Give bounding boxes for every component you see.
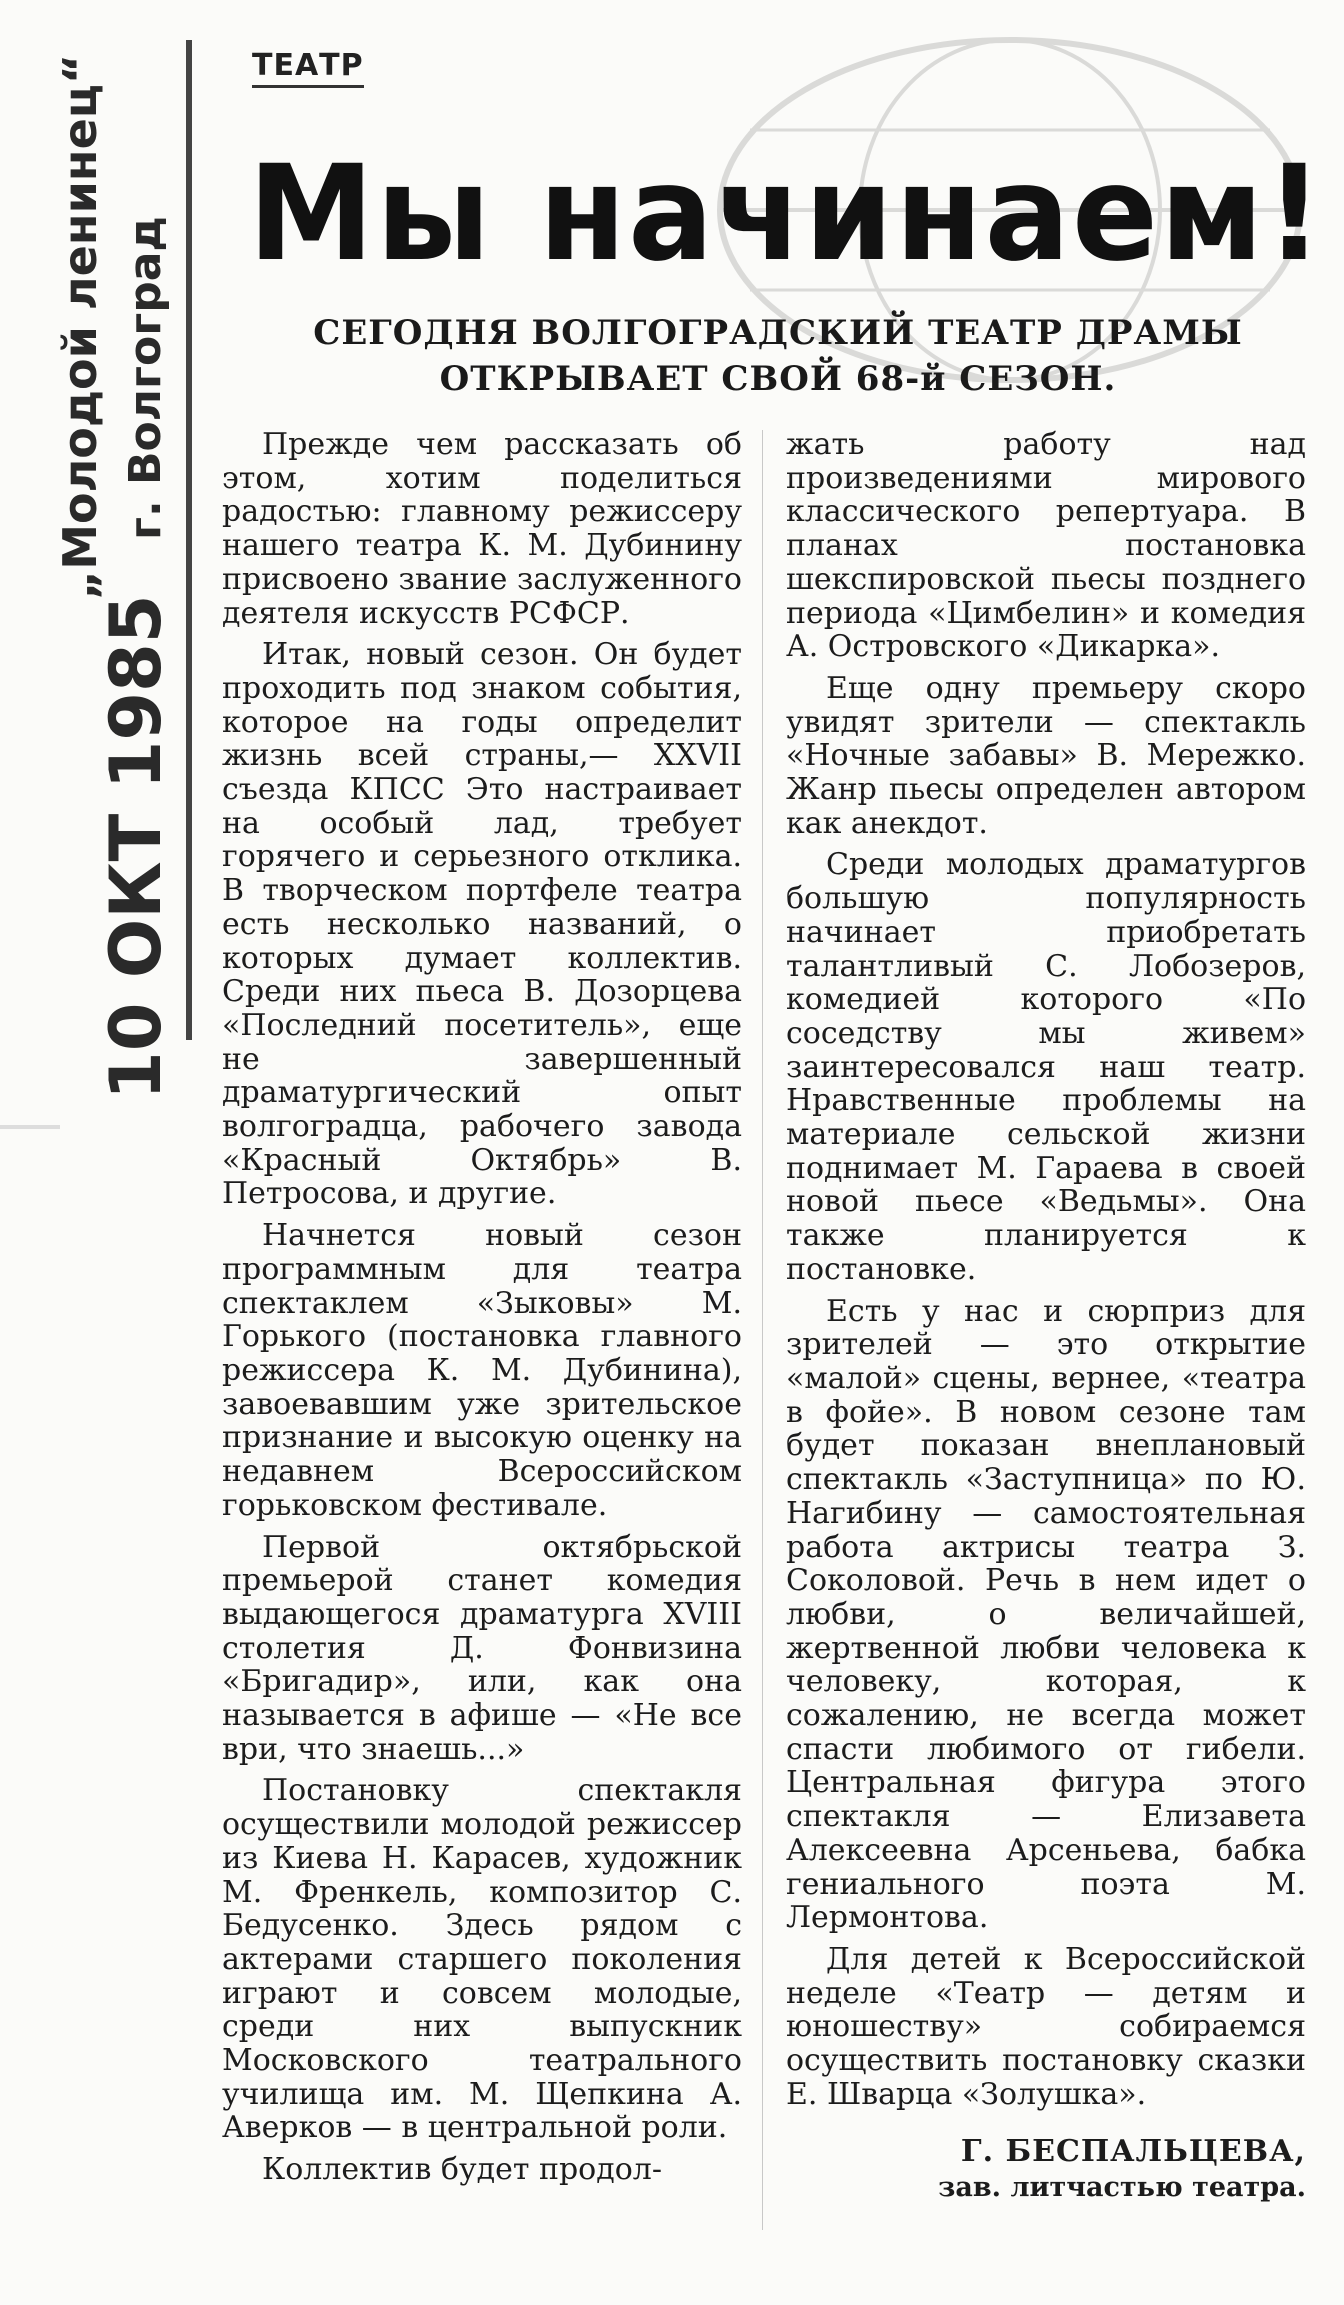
right-column [786,428,1306,2288]
stamp-newspaper-name: „Молодой ленинец“ [53,53,107,600]
paragraph: Для детей к Всероссийской неделе «Театр — детям и юношеству» собираемся осуществить постановку сказки Е. Шварца «Золушка». [786,1941,1306,2112]
column-divider [762,430,763,2230]
article-subheadline: СЕГОДНЯ ВОЛГОГРАДСКИЙ ТЕАТР ДРАМЫ ОТКРЫВАЕТ СВОЙ 68-й СЕЗОН. [313,313,1243,399]
paragraph: Среди молодых драматургов большую популярность начинает приобретать талантливый С. Лобозеров, комедией которого «По соседству мы живем» заинтересовался наш театр. Нравственные проблемы на материале сельской жизни поднимает М. Гараева в своей новой пьесе «Ведьмы». Она также планируется к постановке. [786,847,1306,1287]
clipping-edge-line [186,40,192,1040]
stamp-date: 10 ОКТ 1985 [95,594,177,1100]
paragraph: Есть у нас и сюрприз для зрителей — это открытие «малой» сцены, вернее, «театра в фойе». В новом сезоне там будет показан внеплановый спектакль «Заступница» по Ю. Нагибину — самостоятельная работа актрисы театра З. Соколовой. Речь в нем идет о любви, о величайшей, жертвенной любви человека к человеку, которая, к сожалению, не всегда может спасти любимого от гибели. Центральная фигура этого спектакля — Елизавета Алексеевна Арсеньева, бабка гениального поэта М. Лермонтова. [786,1293,1306,1936]
paragraph: Первой октябрьской премьерой станет комедия выдающегося драматурга XVIII столетия Д. Фонвизина «Бригадир», или, как она называется в афише — «Не все ври, что знаешь...» [222,1529,742,1767]
paragraph: жать работу над произведениями мирового классического репертуара. В планах постановка шекспировской пьесы позднего периода «Цимбелин» и комедия А. Островского «Дикарка». [786,427,1306,665]
paragraph: Коллектив будет продол- [262,2152,662,2188]
newspaper-stamp [10,40,190,1120]
author-title: зав. литчастью театра. [938,2172,1306,2204]
scan-edge-mark [0,1125,60,1129]
paragraph: Начнется новый сезон программным для театра спектаклем «Зыковы» М. Горького (постановка главного режиссера К. М. Дубинина), завоевавшим уже зрительское признание и высокую оценку на недавнем Всероссийском горьковском фестивале. [222,1218,742,1523]
paragraph: Итак, новый сезон. Он будет проходить под знаком события, которое на годы определит жизнь всей страны,— XXVII съезда КПСС Это настраивает на особый лад, требует горячего и серьезного отклика. В творческом портфеле театра есть несколько названий, о которых думает коллектив. Среди них пьеса В. Дозорцева «Последний посетитель», еще не завершенный драматургический опыт волгоградца, рабочего завода «Красный Октябрь» В. Петросова, и другие. [222,637,742,1212]
left-column [222,428,742,2288]
paragraph: Прежде чем рассказать об этом, хотим поделиться радостью: главному режиссеру нашего театра К. М. Дубинину присвоено звание заслуженного деятеля искусств РСФСР. [222,427,742,631]
author-signature: Г. БЕСПАЛЬЦЕВА, [960,2134,1306,2170]
paragraph: Еще одну премьеру скоро увидят зрители — спектакль «Ночные забавы» В. Мережко. Жанр пьесы определен автором как анекдот. [786,670,1306,841]
stamp-city: г. Волгоград [120,216,171,540]
stamp-graphic [10,40,190,1120]
section-rubric: ТЕАТР [252,48,364,88]
paragraph: Постановку спектакля осуществили молодой режиссер из Киева Н. Карасев, художник М. Френкель, композитор С. Бедусенко. Здесь рядом с актерами старшего поколения играют и совсем молодые, среди них выпускник Московского театрального училища им. М. Щепкина А. Аверков — в центральной роли. [222,1773,742,2146]
article-headline: Мы начинаем! [248,137,1326,291]
